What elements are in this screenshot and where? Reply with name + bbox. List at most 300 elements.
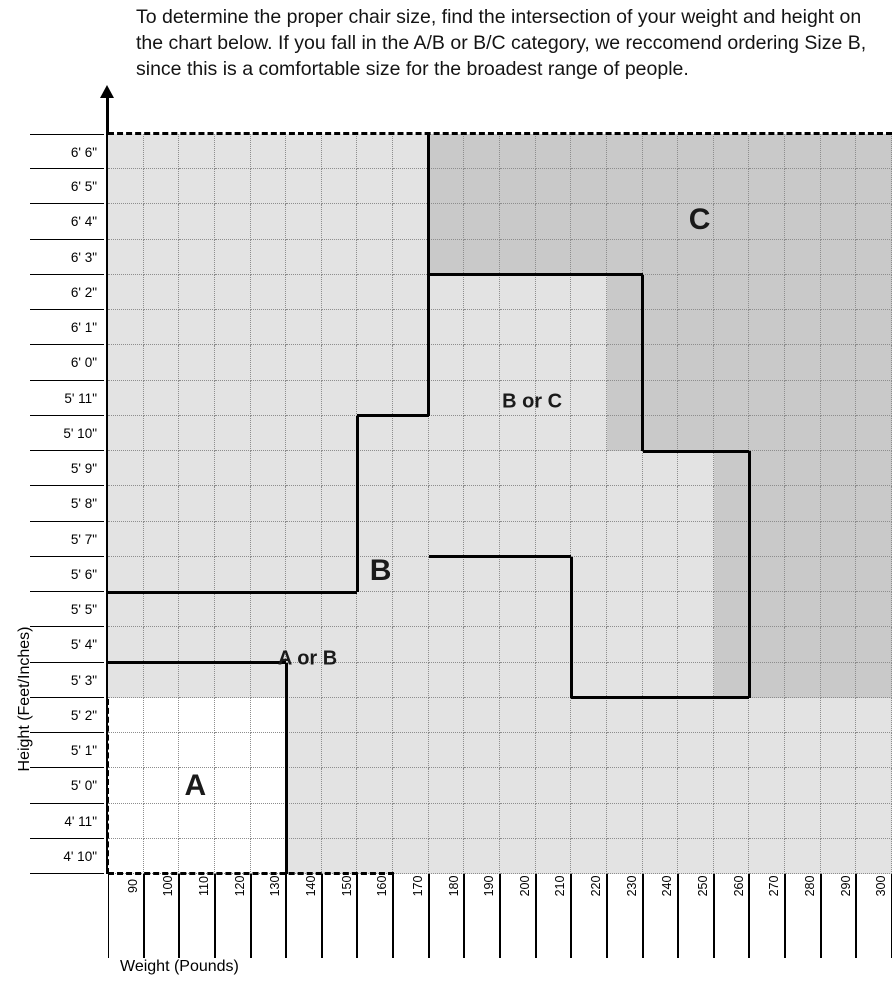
x-tick	[749, 874, 785, 958]
y-tick-label: 6' 2"	[30, 275, 104, 310]
grid-cell	[215, 698, 251, 733]
grid-cell	[856, 839, 892, 874]
grid-cell	[108, 310, 144, 345]
grid-cell	[393, 381, 429, 416]
grid-cell	[357, 416, 393, 451]
grid-cell	[322, 134, 358, 169]
grid-cell	[429, 733, 465, 768]
grid-cell	[785, 627, 821, 662]
grid-cell	[785, 804, 821, 839]
grid-cell	[215, 768, 251, 803]
grid-cell	[251, 698, 287, 733]
grid-cell	[749, 310, 785, 345]
grid-cell	[429, 134, 465, 169]
y-tick-label: 5' 3"	[30, 663, 104, 698]
grid-cell	[607, 804, 643, 839]
grid-cell	[179, 733, 215, 768]
grid-cell	[429, 416, 465, 451]
grid-cell	[536, 557, 572, 592]
grid-cell	[393, 345, 429, 380]
grid-cell	[607, 240, 643, 275]
grid-cell	[536, 275, 572, 310]
grid-cell	[749, 698, 785, 733]
grid-cell	[179, 169, 215, 204]
grid-cell	[251, 557, 287, 592]
grid-cell	[785, 522, 821, 557]
grid-cell	[251, 310, 287, 345]
grid-cell	[643, 522, 679, 557]
grid-cell	[215, 733, 251, 768]
grid-cell	[429, 522, 465, 557]
y-tick-label: 5' 0"	[30, 768, 104, 803]
grid-cell	[464, 768, 500, 803]
grid-cell	[678, 416, 714, 451]
grid-cell	[464, 169, 500, 204]
grid-cell	[464, 839, 500, 874]
grid-cell	[536, 592, 572, 627]
grid-cell	[251, 768, 287, 803]
grid-cell	[393, 733, 429, 768]
grid-cell	[821, 663, 857, 698]
grid-cell	[536, 698, 572, 733]
region-boundary-segment	[643, 450, 750, 453]
grid-cell	[607, 592, 643, 627]
x-tick-label: 280	[802, 875, 817, 897]
x-tick	[536, 874, 572, 958]
x-tick-label: 200	[517, 875, 532, 897]
grid-cell	[108, 345, 144, 380]
grid-cell	[571, 451, 607, 486]
grid-cell	[678, 169, 714, 204]
grid-cell	[749, 592, 785, 627]
grid-cell	[357, 310, 393, 345]
grid-cell	[393, 627, 429, 662]
grid-cell	[856, 169, 892, 204]
grid-cell	[785, 663, 821, 698]
grid-cell	[108, 733, 144, 768]
grid-cell	[821, 522, 857, 557]
grid-cell	[607, 768, 643, 803]
grid-cell	[393, 839, 429, 874]
x-tick	[643, 874, 679, 958]
grid-cell	[785, 698, 821, 733]
grid-cell	[500, 768, 536, 803]
grid-cell	[500, 134, 536, 169]
region-label-c: C	[688, 203, 711, 237]
grid-cell	[714, 275, 750, 310]
grid-cell	[643, 557, 679, 592]
grid-cell	[785, 486, 821, 521]
grid-cell	[500, 839, 536, 874]
grid-cell	[322, 345, 358, 380]
grid-cell	[821, 486, 857, 521]
x-tick-label: 300	[874, 875, 889, 897]
grid-cell	[215, 627, 251, 662]
x-tick	[144, 874, 180, 958]
grid-cell	[108, 839, 144, 874]
x-tick-label: 290	[838, 875, 853, 897]
grid-cell	[286, 204, 322, 239]
grid-cell	[215, 522, 251, 557]
grid-cell	[322, 839, 358, 874]
y-tick-label: 4' 10"	[30, 839, 104, 874]
grid-cell	[643, 486, 679, 521]
grid-cell	[429, 698, 465, 733]
grid-cell	[215, 804, 251, 839]
region-boundary-segment	[429, 555, 572, 558]
grid-cell	[429, 557, 465, 592]
grid-cell	[108, 204, 144, 239]
grid-cell	[749, 345, 785, 380]
grid-cell	[571, 486, 607, 521]
grid-cell	[144, 663, 180, 698]
grid-cell	[500, 416, 536, 451]
grid-cell	[821, 381, 857, 416]
grid-cell	[251, 486, 287, 521]
grid-cell	[785, 169, 821, 204]
grid-cell	[571, 522, 607, 557]
grid-cell	[464, 486, 500, 521]
grid-cell	[571, 592, 607, 627]
grid-cell	[464, 627, 500, 662]
region-boundary-segment	[429, 273, 643, 276]
grid-cell	[821, 416, 857, 451]
region-boundary-segment	[748, 451, 751, 698]
grid-cell	[429, 663, 465, 698]
grid-cell	[571, 381, 607, 416]
grid-cell	[643, 592, 679, 627]
grid-cell	[357, 768, 393, 803]
grid-cell	[749, 733, 785, 768]
grid-cell	[322, 804, 358, 839]
grid-cell	[464, 663, 500, 698]
grid-cell	[785, 733, 821, 768]
x-tick-label: 260	[731, 875, 746, 897]
x-tick	[785, 874, 821, 958]
grid-cell	[749, 486, 785, 521]
x-tick-label: 140	[303, 875, 318, 897]
grid-cell	[607, 557, 643, 592]
y-tick-label: 5' 4"	[30, 627, 104, 662]
grid-cell	[322, 486, 358, 521]
grid-cell	[856, 804, 892, 839]
grid-cell	[536, 169, 572, 204]
region-label-a: A	[184, 768, 207, 802]
grid-cell	[607, 416, 643, 451]
grid-cell	[179, 381, 215, 416]
grid-cell	[179, 698, 215, 733]
region-boundary-segment	[641, 275, 644, 451]
grid-cell	[215, 451, 251, 486]
region-boundary-segment	[356, 416, 359, 592]
grid-cell	[571, 557, 607, 592]
grid-cell	[393, 204, 429, 239]
grid-cell	[785, 240, 821, 275]
grid-cell	[357, 451, 393, 486]
grid-cell	[286, 134, 322, 169]
y-tick-label: 6' 5"	[30, 169, 104, 204]
grid-cell	[215, 240, 251, 275]
y-tick-label: 6' 0"	[30, 345, 104, 380]
grid-cell	[108, 698, 144, 733]
region-boundary-segment	[357, 414, 428, 417]
region-boundary-segment	[108, 661, 286, 664]
grid-cell	[714, 733, 750, 768]
grid-cell	[251, 839, 287, 874]
x-tick	[821, 874, 857, 958]
grid-cell	[179, 522, 215, 557]
grid-cell	[856, 698, 892, 733]
grid-cell	[571, 169, 607, 204]
grid-cell	[821, 240, 857, 275]
grid-cell	[678, 275, 714, 310]
grid-cell	[357, 345, 393, 380]
grid-cell	[571, 627, 607, 662]
grid-cell	[856, 627, 892, 662]
grid-cell	[571, 240, 607, 275]
x-tick	[393, 874, 429, 958]
grid-cell	[714, 416, 750, 451]
grid-cell	[749, 451, 785, 486]
grid-cell	[643, 839, 679, 874]
grid-cell	[714, 804, 750, 839]
grid-cell	[179, 627, 215, 662]
grid-cell	[785, 416, 821, 451]
grid-cell	[500, 240, 536, 275]
grid-cell	[678, 381, 714, 416]
grid-cell	[322, 240, 358, 275]
grid-cell	[357, 486, 393, 521]
grid-cell	[607, 486, 643, 521]
grid-cell	[749, 663, 785, 698]
region-boundary-segment	[108, 591, 357, 594]
grid-cell	[179, 592, 215, 627]
grid-cell	[643, 804, 679, 839]
grid-cell	[749, 134, 785, 169]
grid-cell	[749, 204, 785, 239]
grid-cell	[821, 134, 857, 169]
grid-cell	[286, 839, 322, 874]
grid-cell	[536, 839, 572, 874]
grid-cell	[429, 240, 465, 275]
grid-cell	[179, 839, 215, 874]
grid-cell	[251, 169, 287, 204]
grid-cell	[251, 522, 287, 557]
grid-cell	[251, 240, 287, 275]
grid-cell	[749, 275, 785, 310]
grid-cell	[179, 204, 215, 239]
dashed-left-frame	[106, 699, 109, 874]
grid-cell	[251, 451, 287, 486]
grid-cell	[393, 416, 429, 451]
y-tick-label: 5' 9"	[30, 451, 104, 486]
x-tick	[429, 874, 465, 958]
grid-cell	[215, 486, 251, 521]
grid-cell	[749, 627, 785, 662]
grid-cell	[856, 275, 892, 310]
grid-cell	[144, 416, 180, 451]
grid-cell	[678, 663, 714, 698]
x-tick-label: 110	[197, 876, 212, 896]
grid-cell	[144, 698, 180, 733]
grid-cell	[144, 839, 180, 874]
grid-cell	[322, 416, 358, 451]
grid-cell	[678, 486, 714, 521]
grid-cell	[714, 240, 750, 275]
grid-cell	[215, 557, 251, 592]
grid-cell	[500, 310, 536, 345]
grid-cell	[785, 345, 821, 380]
grid-cell	[144, 240, 180, 275]
grid-cell	[571, 134, 607, 169]
grid-cell	[536, 804, 572, 839]
grid-cell	[749, 416, 785, 451]
grid-cell	[643, 381, 679, 416]
grid-cell	[215, 134, 251, 169]
grid-cell	[322, 381, 358, 416]
grid-cell	[144, 451, 180, 486]
x-tick	[286, 874, 322, 958]
grid-cell	[500, 451, 536, 486]
grid-cell	[500, 204, 536, 239]
grid-cell	[429, 204, 465, 239]
x-tick-label: 190	[482, 875, 497, 897]
grid-cell	[821, 275, 857, 310]
grid-cell	[286, 768, 322, 803]
grid-cell	[821, 204, 857, 239]
grid-cell	[144, 733, 180, 768]
grid-cell	[571, 839, 607, 874]
grid-cell	[393, 169, 429, 204]
grid-cell	[821, 768, 857, 803]
grid-cell	[357, 627, 393, 662]
grid-cell	[536, 416, 572, 451]
grid-cell	[464, 310, 500, 345]
grid-cell	[714, 169, 750, 204]
grid-cell	[536, 663, 572, 698]
grid-cell	[429, 804, 465, 839]
y-tick-label: 6' 3"	[30, 240, 104, 275]
grid-cell	[322, 451, 358, 486]
grid-cell	[714, 592, 750, 627]
grid-cell	[464, 733, 500, 768]
x-tick	[571, 874, 607, 958]
grid-cell	[322, 204, 358, 239]
x-tick	[464, 874, 500, 958]
grid-cell	[536, 204, 572, 239]
grid-cell	[393, 663, 429, 698]
grid-cell	[678, 839, 714, 874]
grid-cell	[393, 804, 429, 839]
grid-cell	[251, 345, 287, 380]
grid-cell	[571, 275, 607, 310]
grid-cell	[251, 804, 287, 839]
x-tick-label: 180	[446, 875, 461, 897]
grid-cell	[108, 416, 144, 451]
grid-cell	[714, 522, 750, 557]
x-tick	[714, 874, 750, 958]
grid-cell	[643, 169, 679, 204]
grid-cell	[286, 804, 322, 839]
grid-cell	[322, 522, 358, 557]
grid-cell	[429, 627, 465, 662]
grid-cell	[571, 416, 607, 451]
x-tick	[108, 874, 144, 958]
grid-cell	[856, 345, 892, 380]
grid-cell	[821, 345, 857, 380]
grid-cell	[322, 557, 358, 592]
grid-cell	[678, 733, 714, 768]
grid-cell	[357, 592, 393, 627]
grid-cell	[393, 240, 429, 275]
grid-cell	[607, 839, 643, 874]
grid-cell	[286, 486, 322, 521]
grid-cell	[144, 204, 180, 239]
grid-cell	[571, 310, 607, 345]
grid-cell	[607, 204, 643, 239]
grid-cell	[108, 592, 144, 627]
grid-cell	[500, 804, 536, 839]
grid-cell	[215, 839, 251, 874]
grid-cell	[856, 733, 892, 768]
grid-cell	[714, 663, 750, 698]
grid-cell	[357, 698, 393, 733]
x-tick-label: 130	[268, 875, 283, 897]
grid-cell	[286, 381, 322, 416]
grid-cell	[215, 381, 251, 416]
grid-cell	[714, 204, 750, 239]
x-axis-title: Weight (Pounds)	[120, 958, 239, 975]
grid-cell	[144, 522, 180, 557]
x-tick-label: 170	[410, 875, 425, 897]
chart-plot-area	[108, 134, 892, 874]
grid-cell	[179, 134, 215, 169]
grid-cell	[749, 804, 785, 839]
grid-cell	[856, 768, 892, 803]
grid-cell	[286, 592, 322, 627]
grid-cell	[749, 522, 785, 557]
grid-cell	[179, 804, 215, 839]
x-tick	[607, 874, 643, 958]
x-tick	[357, 874, 393, 958]
grid-cell	[144, 275, 180, 310]
grid-cell	[856, 204, 892, 239]
grid-cell	[357, 204, 393, 239]
grid-cell	[856, 557, 892, 592]
grid-cell	[464, 522, 500, 557]
grid-cell	[464, 804, 500, 839]
grid-cell	[322, 275, 358, 310]
x-tick-label: 220	[589, 875, 604, 897]
grid-cell	[286, 451, 322, 486]
grid-cell	[286, 557, 322, 592]
grid-cell	[286, 169, 322, 204]
grid-cell	[429, 345, 465, 380]
grid-cell	[179, 663, 215, 698]
grid-cell	[643, 698, 679, 733]
grid-cell	[500, 627, 536, 662]
y-axis-arrow-icon	[100, 85, 114, 98]
grid-cell	[251, 134, 287, 169]
grid-cell	[536, 522, 572, 557]
grid-cell	[464, 275, 500, 310]
grid-cell	[108, 663, 144, 698]
grid-cell	[714, 557, 750, 592]
grid-cell	[357, 134, 393, 169]
grid-cell	[714, 486, 750, 521]
grid-cell	[393, 451, 429, 486]
grid-cell	[500, 522, 536, 557]
